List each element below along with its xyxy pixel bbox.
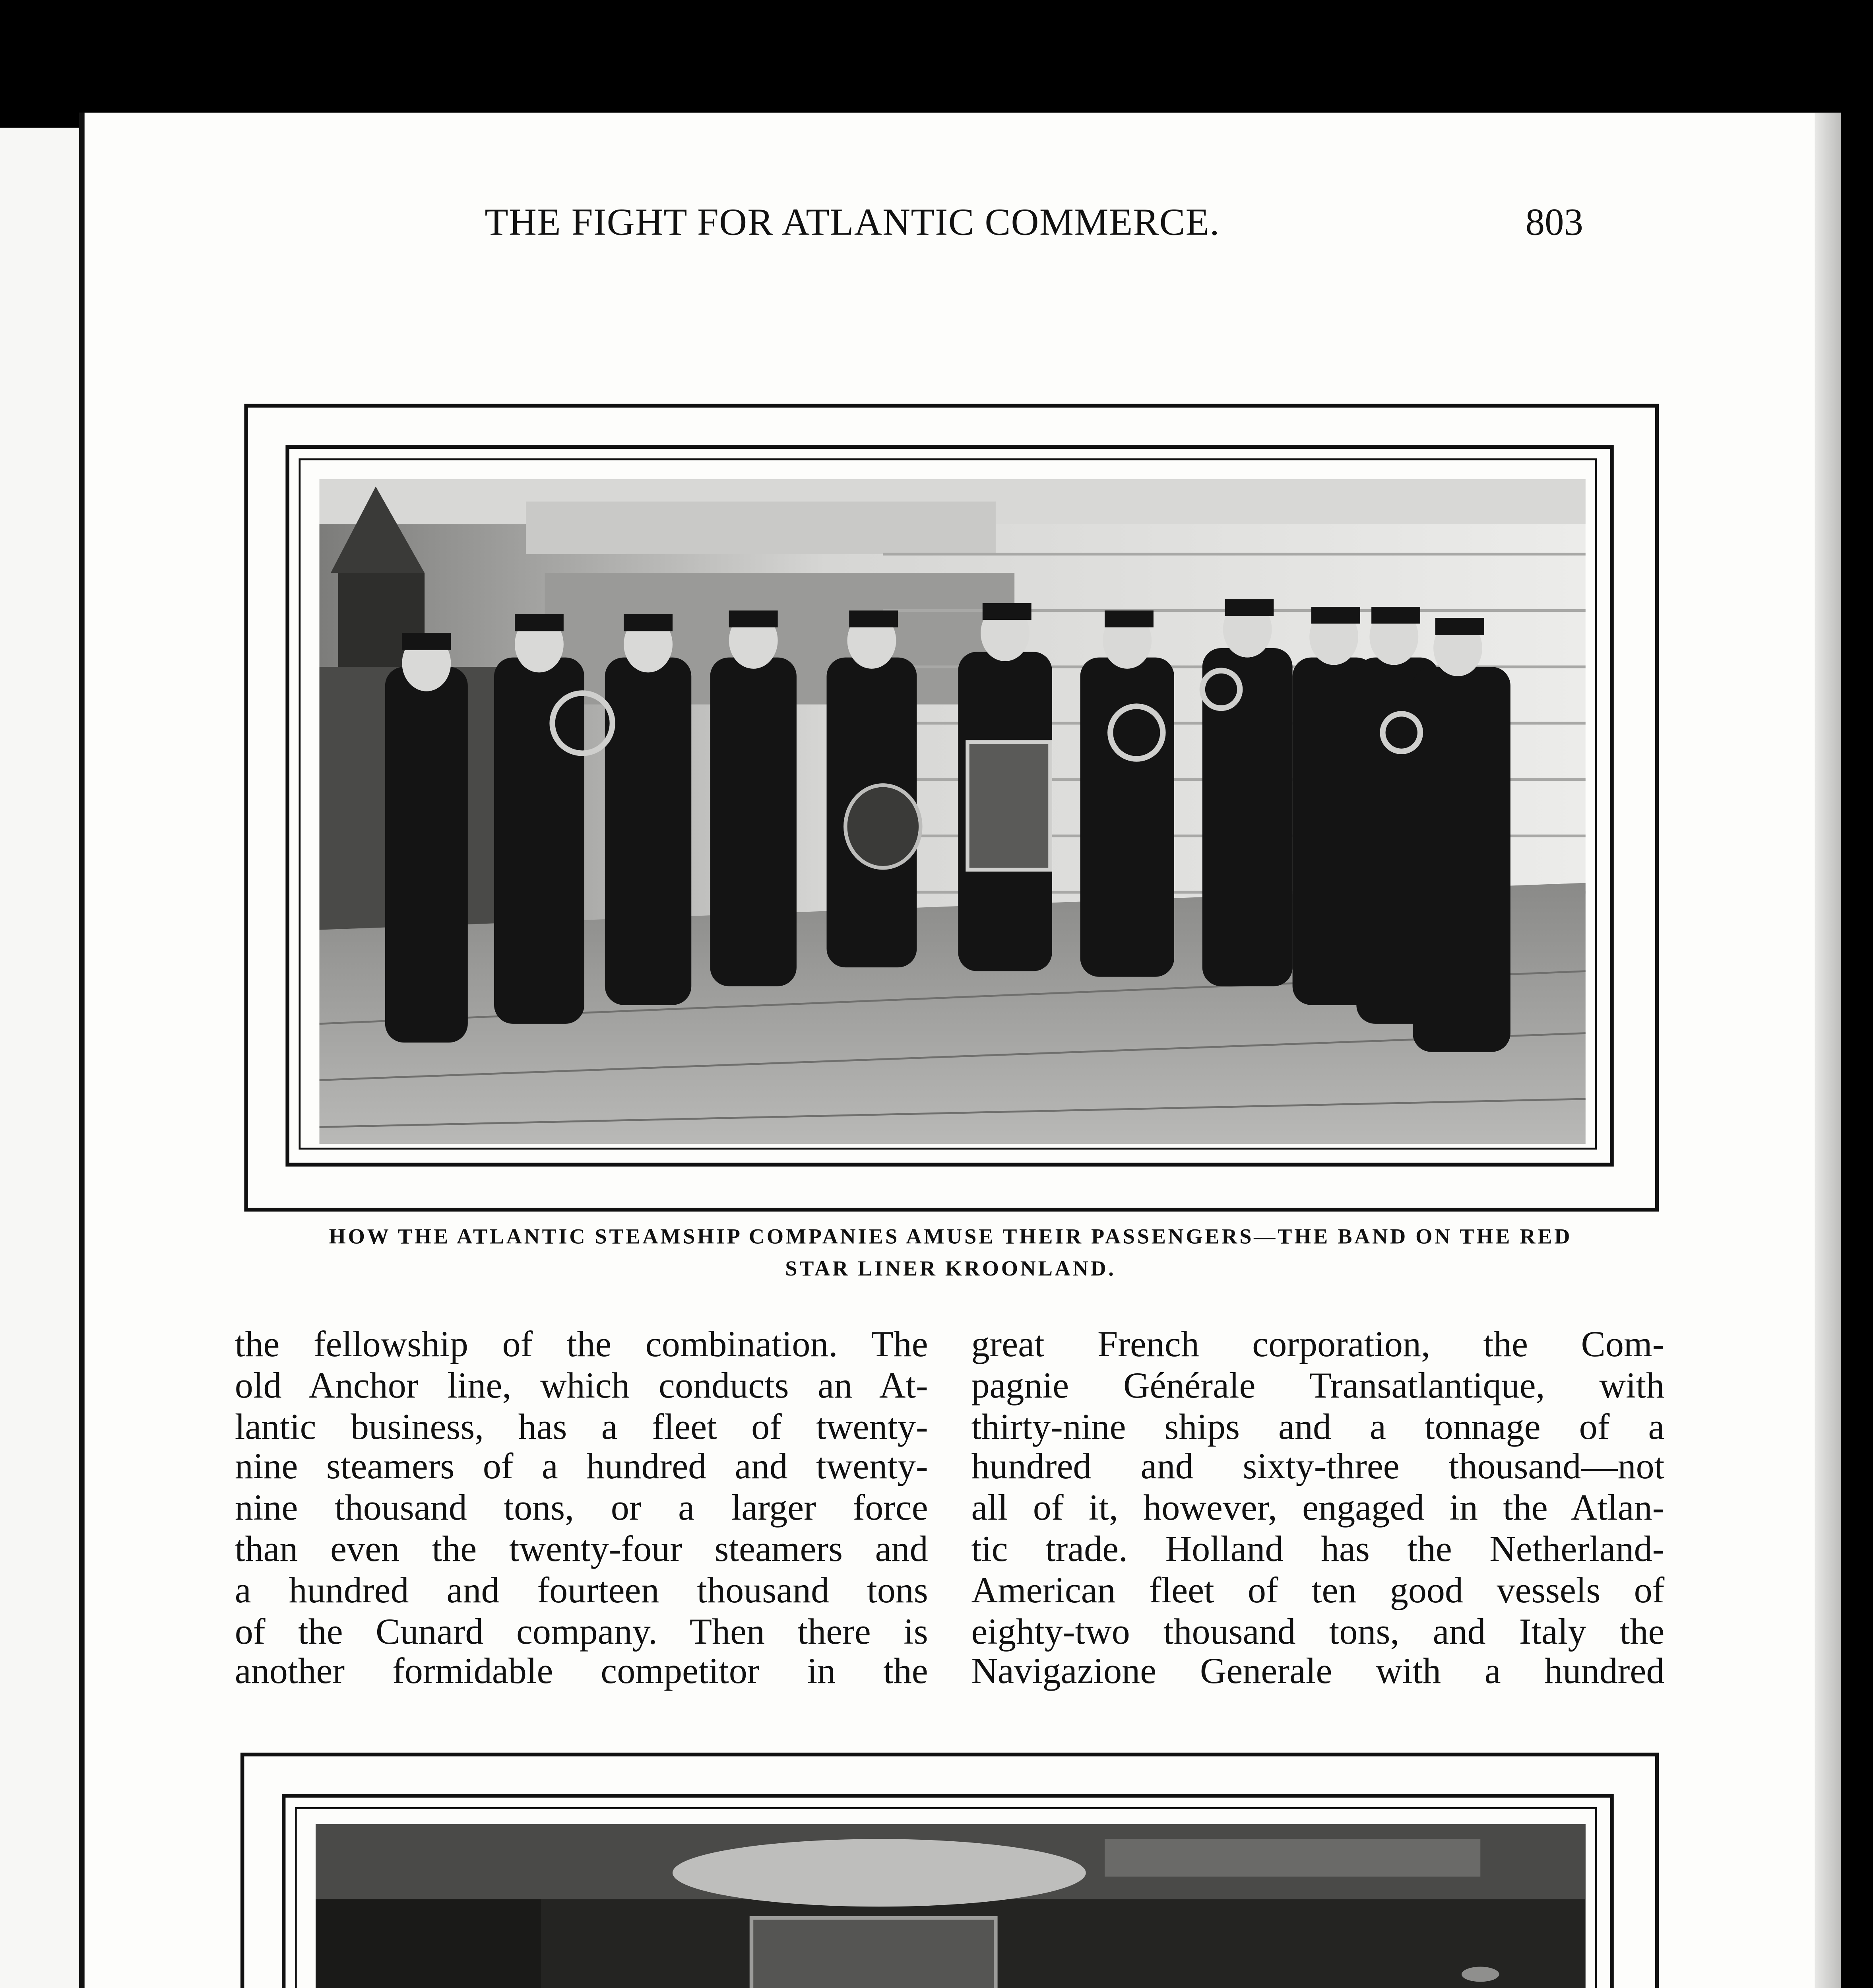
body-right-column [971, 1326, 1664, 1695]
text-line: all of it, however, engaged in the Atlan- [971, 1490, 1665, 1530]
text-line: another formidable competitor in the [235, 1654, 928, 1693]
band-caption [248, 1223, 1653, 1287]
text-line: American fleet of ten good vessels of [971, 1572, 1665, 1611]
text-line: great French corporation, the Com- [971, 1326, 1665, 1366]
galley-photo-image [316, 1824, 1586, 1988]
text-line: of the Cunard company. Then there is [235, 1613, 928, 1652]
text-line: tic trade. Holland has the Netherland- [971, 1531, 1665, 1571]
text-line: than even the twenty-four steamers and [235, 1531, 928, 1571]
text-line: eighty-two thousand tons, and Italy the [971, 1613, 1665, 1652]
band-caption-line2: STAR LINER KROONLAND. [785, 1258, 1116, 1281]
photo-plate-band [244, 404, 1659, 1212]
photo-plate-galley [240, 1753, 1659, 1988]
text-line: old Anchor line, which conducts an At- [235, 1367, 928, 1407]
running-head: THE FIGHT FOR ATLANTIC COMMERCE. [485, 203, 1220, 245]
text-line: lantic business, has a fleet of twenty- [235, 1408, 928, 1448]
body-left-column [235, 1326, 928, 1695]
text-line: nine steamers of a hundred and twenty- [235, 1449, 928, 1489]
page-edge-shadow [1815, 113, 1841, 1988]
text-line: the fellowship of the combination. The [235, 1326, 928, 1366]
text-line: pagnie Générale Transatlantique, with [971, 1367, 1665, 1407]
text-line: hundred and sixty-three thousand—not [971, 1449, 1665, 1489]
text-line: nine thousand tons, or a larger force [235, 1490, 928, 1530]
page-number: 803 [1525, 203, 1584, 245]
band-photo-image [319, 479, 1585, 1144]
band-caption-line1: HOW THE ATLANTIC STEAMSHIP COMPANIES AMUSE THEIR PASSENGERS—THE BAND ON THE RED [329, 1227, 1572, 1249]
band-photograph [319, 479, 1585, 1144]
text-line: thirty-nine ships and a tonnage of a [971, 1408, 1665, 1448]
galley-photograph [316, 1824, 1586, 1988]
text-line: Navigazione Generale with a hundred [971, 1654, 1665, 1693]
text-line: a hundred and fourteen thousand tons [235, 1572, 928, 1611]
